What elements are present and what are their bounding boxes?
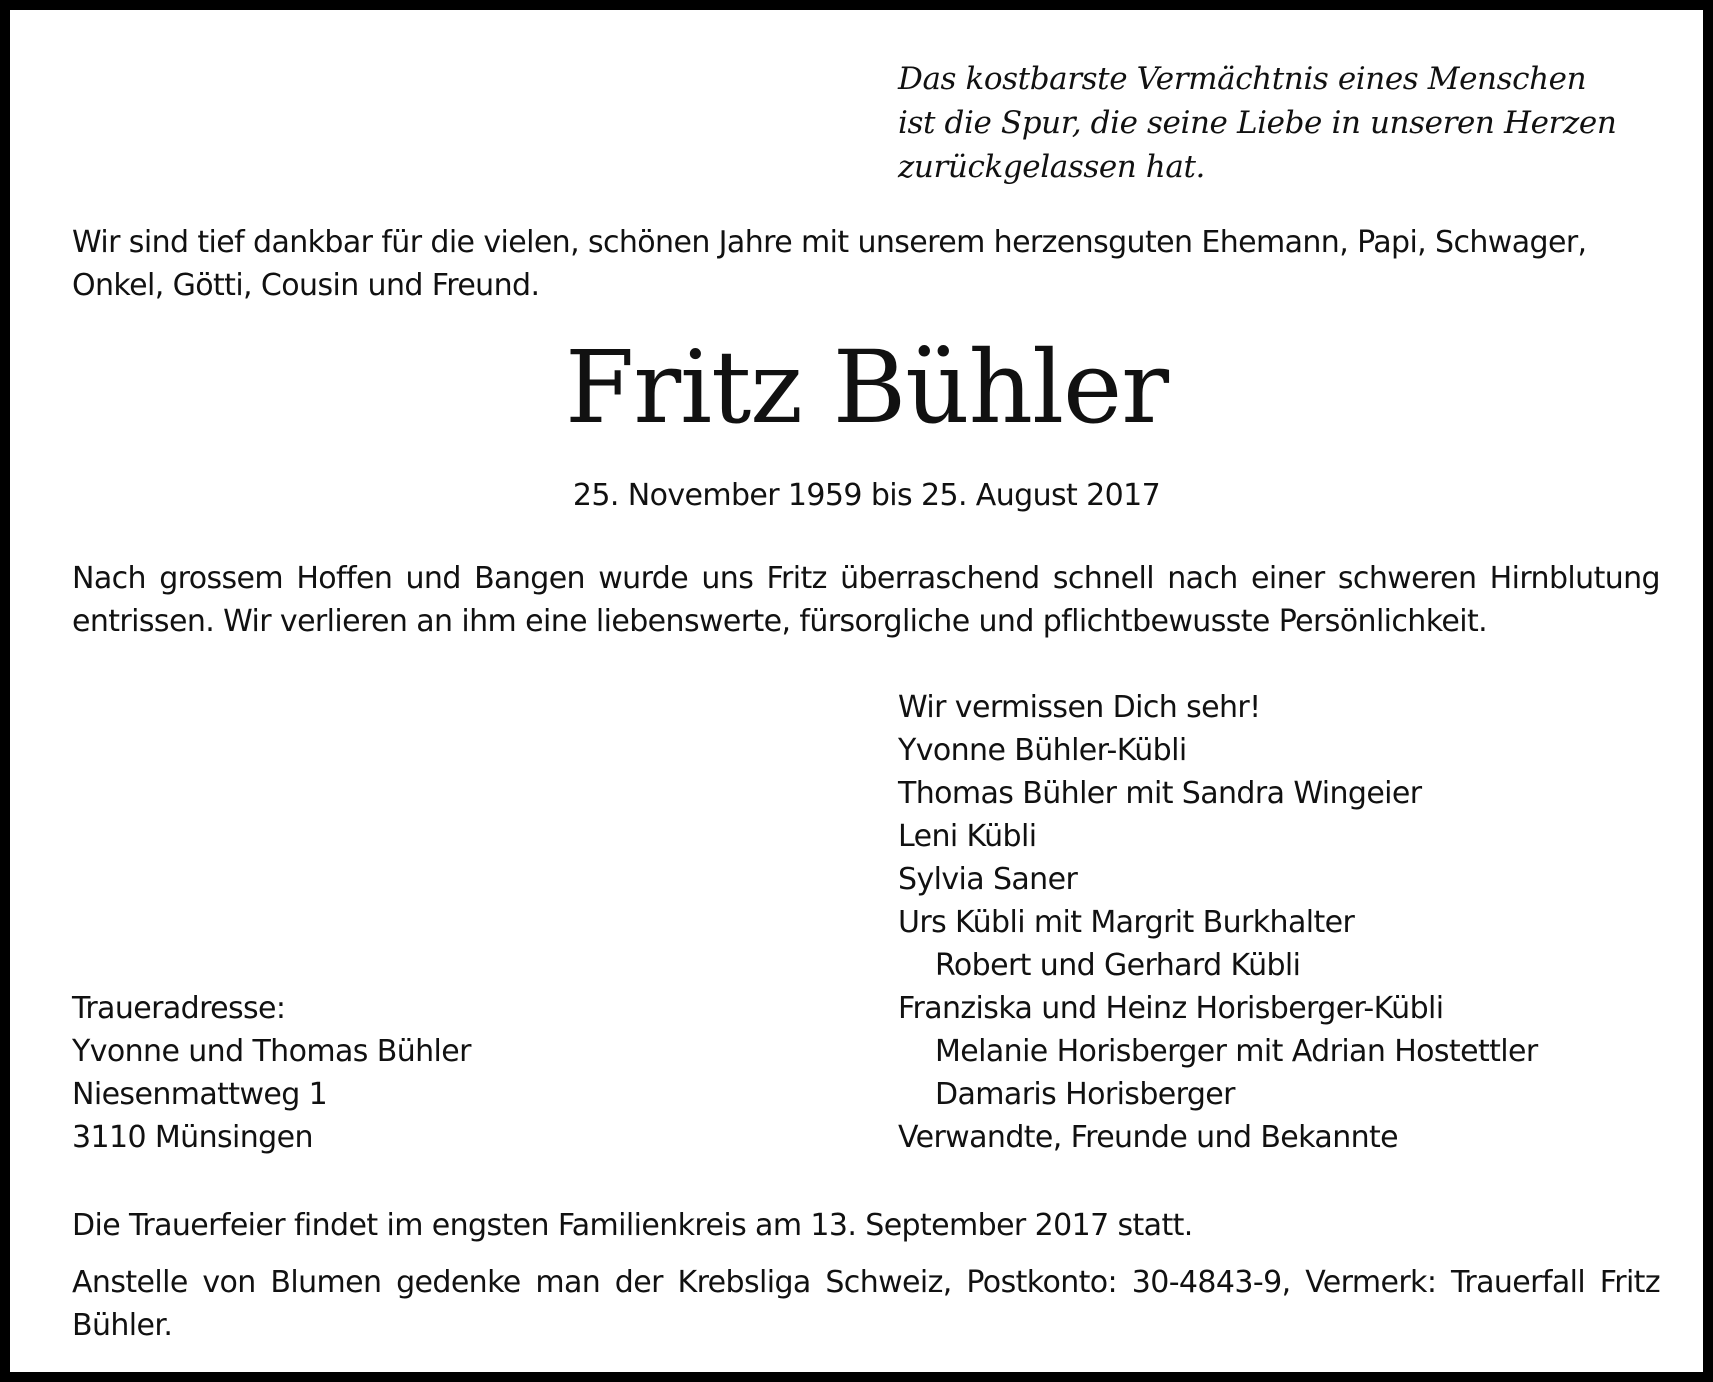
family-line: Thomas Bühler mit Sandra Wingeier [898, 776, 1422, 811]
address-label: Traueradresse: [72, 991, 286, 1026]
address-street: Niesenmattweg 1 [72, 1077, 328, 1112]
life-dates: 25. November 1959 bis 25. August 2017 [572, 478, 1161, 513]
family-line: Franziska und Heinz Horisberger-Kübli [898, 991, 1444, 1026]
family-list [898, 686, 1538, 1159]
family-line: Yvonne Bühler-Kübli [898, 733, 1187, 768]
family-line: Urs Kübli mit Margrit Burkhalter [898, 905, 1355, 940]
deceased-name: Fritz Bühler [564, 329, 1169, 446]
quote-line: Das kostbarste Vermächtnis eines Menschen [898, 61, 1587, 97]
address-city: 3110 Münsingen [72, 1120, 313, 1155]
mourning-address [72, 987, 471, 1159]
family-line: Wir vermissen Dich sehr! [898, 690, 1261, 725]
quote-line: zurückgelassen hat. [898, 149, 1205, 185]
ceremony-notice: Die Trauerfeier findet im engsten Familienkreis am 13. September 2017 statt. [72, 1208, 1193, 1243]
family-line: Leni Kübli [898, 819, 1037, 854]
address-name: Yvonne und Thomas Bühler [72, 1034, 471, 1069]
donation-notice: Anstelle von Blumen gedenke man der Krebsliga Schweiz, Postkonto: 30-4843-9, Vermerk: Trauerfall Fritz Bühler. [72, 1265, 1660, 1343]
family-line-indented: Melanie Horisberger mit Adrian Hostettler [935, 1034, 1538, 1069]
family-line: Sylvia Saner [898, 862, 1078, 897]
family-line-indented: Robert und Gerhard Kübli [935, 948, 1301, 983]
family-line: Verwandte, Freunde und Bekannte [898, 1120, 1399, 1155]
message-text: Nach grossem Hoffen und Bangen wurde uns Fritz überraschend schnell nach einer schweren Hirnblutung entrissen. Wir verlieren an ihm eine liebenswerte, fürsorgliche und pflichtbewusste Persönlichkeit. [72, 561, 1660, 639]
memorial-quote [898, 57, 1616, 189]
quote-line: ist die Spur, die seine Liebe in unseren Herzen [898, 105, 1617, 141]
family-line-indented: Damaris Horisberger [935, 1077, 1235, 1112]
intro-text: Wir sind tief dankbar für die vielen, schönen Jahre mit unserem herzensguten Ehemann, Papi, Schwager, Onkel, Götti, Cousin und Freund. [72, 225, 1587, 303]
